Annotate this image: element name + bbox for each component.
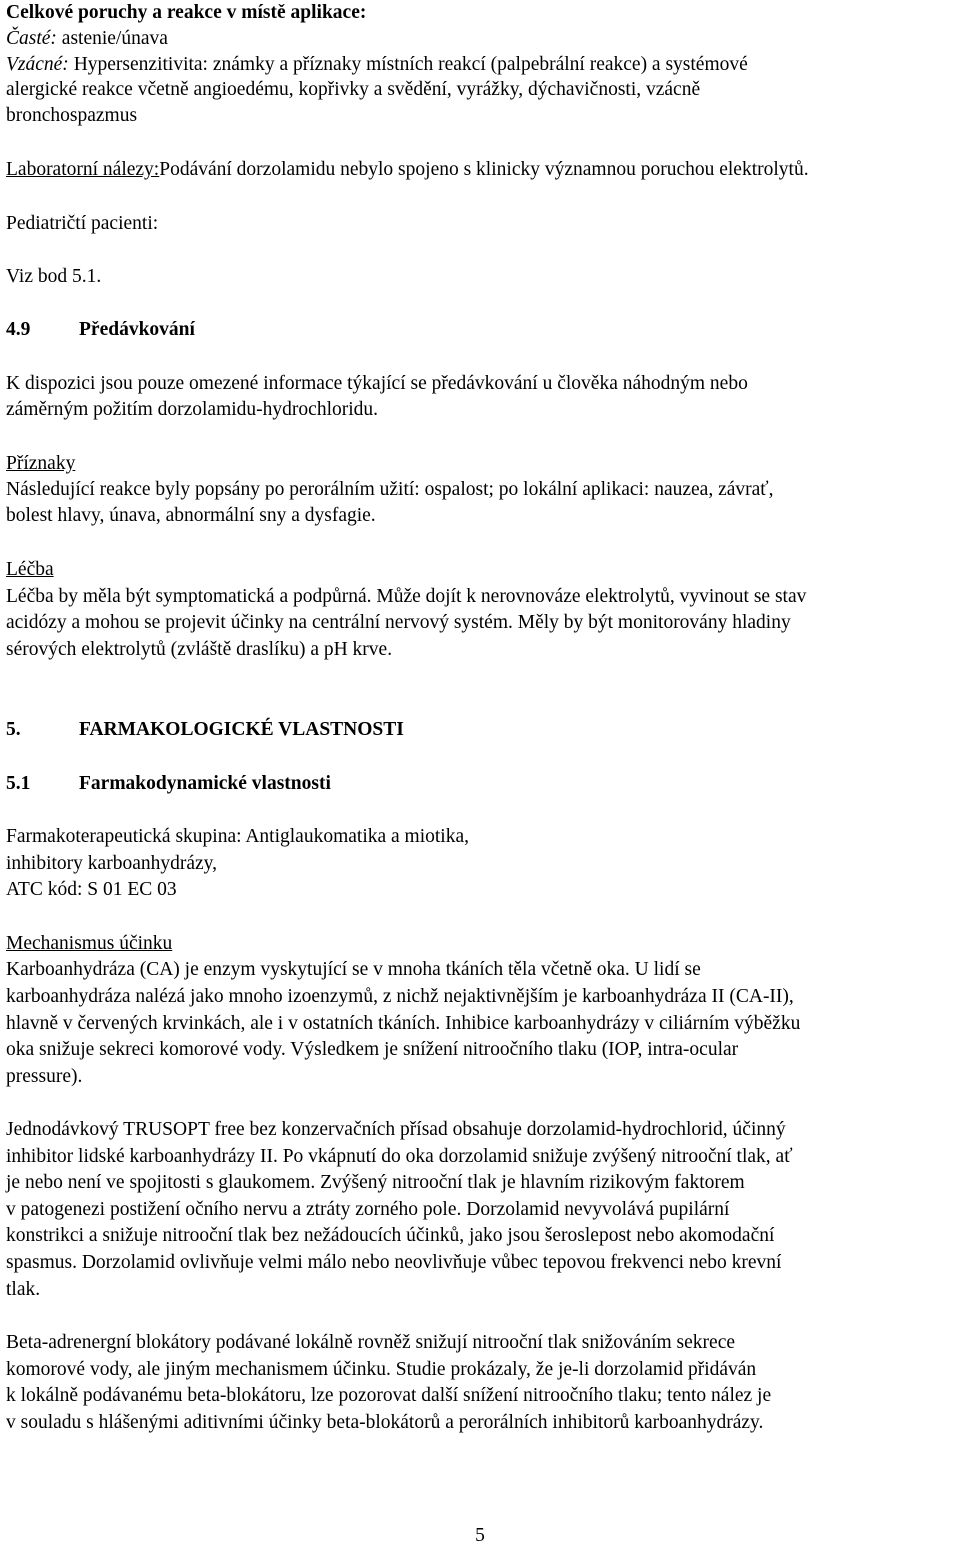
page-number: 5 bbox=[475, 1525, 485, 1546]
rare-label: Vzácné: bbox=[6, 54, 69, 75]
treatment-line: sérových elektrolytů (zvláště draslíku) a pH krve. bbox=[6, 639, 393, 660]
symptoms-line: bolest hlavy, únava, abnormální sny a dysfagie. bbox=[6, 505, 376, 526]
treatment-line: acidózy a mohou se projevit účinky na centrální nervový systém. Měly by být monitorovány hladiny bbox=[6, 612, 791, 633]
paragraph-line: inhibitor lidské karboanhydrázy II. Po vkápnutí do oka dorzolamid snižuje zvýšený nitrooční tlak, ať bbox=[6, 1146, 793, 1167]
lab-label: Laboratorní nálezy: bbox=[6, 159, 160, 180]
rare-reactions-line: alergické reakce včetně angioedému, kopřivky a svědění, vyrážky, dýchavičnosti, vzácně bbox=[6, 79, 701, 100]
symptoms-heading: Příznaky bbox=[6, 453, 76, 474]
paragraph-line: v patogenezi postižení očního nervu a ztráty zorného pole. Dorzolamid nevyvolává pupilární bbox=[6, 1199, 730, 1220]
rare-reactions-line: bronchospazmus bbox=[6, 105, 138, 126]
symptoms-line: Následující reakce byly popsány po perorálním užití: ospalost; po lokální aplikaci: nauzea, závrať, bbox=[6, 479, 774, 500]
classification-line: Farmakoterapeutická skupina: Antiglaukomatika a miotika, bbox=[6, 826, 470, 847]
paragraph-line: tlak. bbox=[6, 1279, 41, 1300]
overdose-intro-line: K dispozici jsou pouze omezené informace týkající se předávkování u člověka náhodným nebo bbox=[6, 373, 748, 394]
paragraph-line: Beta-adrenergní blokátory podávané lokálně rovněž snižují nitrooční tlak snižováním sekrece bbox=[6, 1332, 736, 1353]
paragraph-line: spasmus. Dorzolamid ovlivňuje velmi málo nebo neovlivňuje vůbec tepovou frekvenci nebo krevní bbox=[6, 1252, 782, 1273]
common-text: astenie/únava bbox=[56, 28, 168, 49]
mechanism-line: karboanhydráza nalézá jako mnoho izoenzymů, z nichž nejaktivnějším je karboanhydráza II (CA-II), bbox=[6, 986, 794, 1007]
paragraph-line: k lokálně podávanému beta-blokátoru, lze pozorovat další snížení nitroočního tlaku; tento nález je bbox=[6, 1385, 772, 1406]
common-reactions-line bbox=[6, 26, 168, 53]
mechanism-line: oka snižuje sekreci komorové vody. Výsledkem je snížení nitroočního tlaku (IOP, intra-ocular bbox=[6, 1039, 739, 1060]
treatment-line: Léčba by měla být symptomatická a podpůrná. Může dojít k nerovnováze elektrolytů, vyvinout se stav bbox=[6, 586, 807, 607]
overdose-intro-line: záměrným požitím dorzolamidu-hydrochloridu. bbox=[6, 399, 379, 420]
section-number: 5.1 bbox=[6, 773, 31, 794]
paragraph-line: komorové vody, ale jiným mechanismem účinku. Studie prokázaly, že je-li dorzolamid přidáván bbox=[6, 1359, 757, 1380]
classification-line: inhibitory karboanhydrázy, bbox=[6, 853, 218, 874]
treatment-heading: Léčba bbox=[6, 559, 54, 580]
mechanism-line: Karboanhydráza (CA) je enzym vyskytující se v mnoha tkáních těla včetně oka. U lidí se bbox=[6, 959, 701, 980]
section-5-heading bbox=[6, 717, 404, 744]
section-number: 4.9 bbox=[6, 319, 31, 340]
common-label: Časté: bbox=[6, 28, 57, 49]
pediatric-label: Pediatričtí pacienti: bbox=[6, 213, 159, 234]
mechanism-heading: Mechanismus účinku bbox=[6, 933, 173, 954]
mechanism-line: pressure). bbox=[6, 1066, 83, 1087]
section-4-9-heading bbox=[6, 317, 195, 344]
pediatric-text: Viz bod 5.1. bbox=[6, 266, 102, 287]
paragraph-line: v souladu s hlášenými aditivními účinky beta-blokátorů a perorálních inhibitorů karboanhydrázy. bbox=[6, 1412, 764, 1433]
section-5-1-heading bbox=[6, 771, 331, 798]
paragraph-line: Jednodávkový TRUSOPT free bez konzervačních přísad obsahuje dorzolamid-hydrochlorid, účinný bbox=[6, 1119, 786, 1140]
section-title: Farmakodynamické vlastnosti bbox=[79, 773, 331, 794]
section-title: FARMAKOLOGICKÉ VLASTNOSTI bbox=[79, 719, 404, 740]
lab-text: Podávání dorzolamidu nebylo spojeno s klinicky významnou poruchou elektrolytů. bbox=[159, 159, 809, 180]
section-number: 5. bbox=[6, 719, 21, 740]
lab-findings-line bbox=[6, 157, 809, 184]
section-title: Předávkování bbox=[79, 319, 195, 340]
atc-code-line: ATC kód: S 01 EC 03 bbox=[6, 879, 177, 900]
paragraph-line: konstrikci a snižuje nitrooční tlak bez nežádoucích účinků, jako jsou šeroslepost nebo akomodační bbox=[6, 1225, 775, 1246]
adverse-general-heading: Celkové poruchy a reakce v místě aplikace: bbox=[6, 2, 367, 23]
rare-text: Hypersenzitivita: známky a příznaky místních reakcí (palpebrální reakce) a systémové bbox=[68, 54, 748, 75]
mechanism-line: hlavně v červených krvinkách, ale i v ostatních tkáních. Inhibice karboanhydrázy v ciliárním výběžku bbox=[6, 1013, 801, 1034]
paragraph-line: je nebo není ve spojitosti s glaukomem. Zvýšený nitrooční tlak je hlavním rizikovým faktorem bbox=[6, 1172, 745, 1193]
rare-reactions-line bbox=[6, 52, 748, 79]
